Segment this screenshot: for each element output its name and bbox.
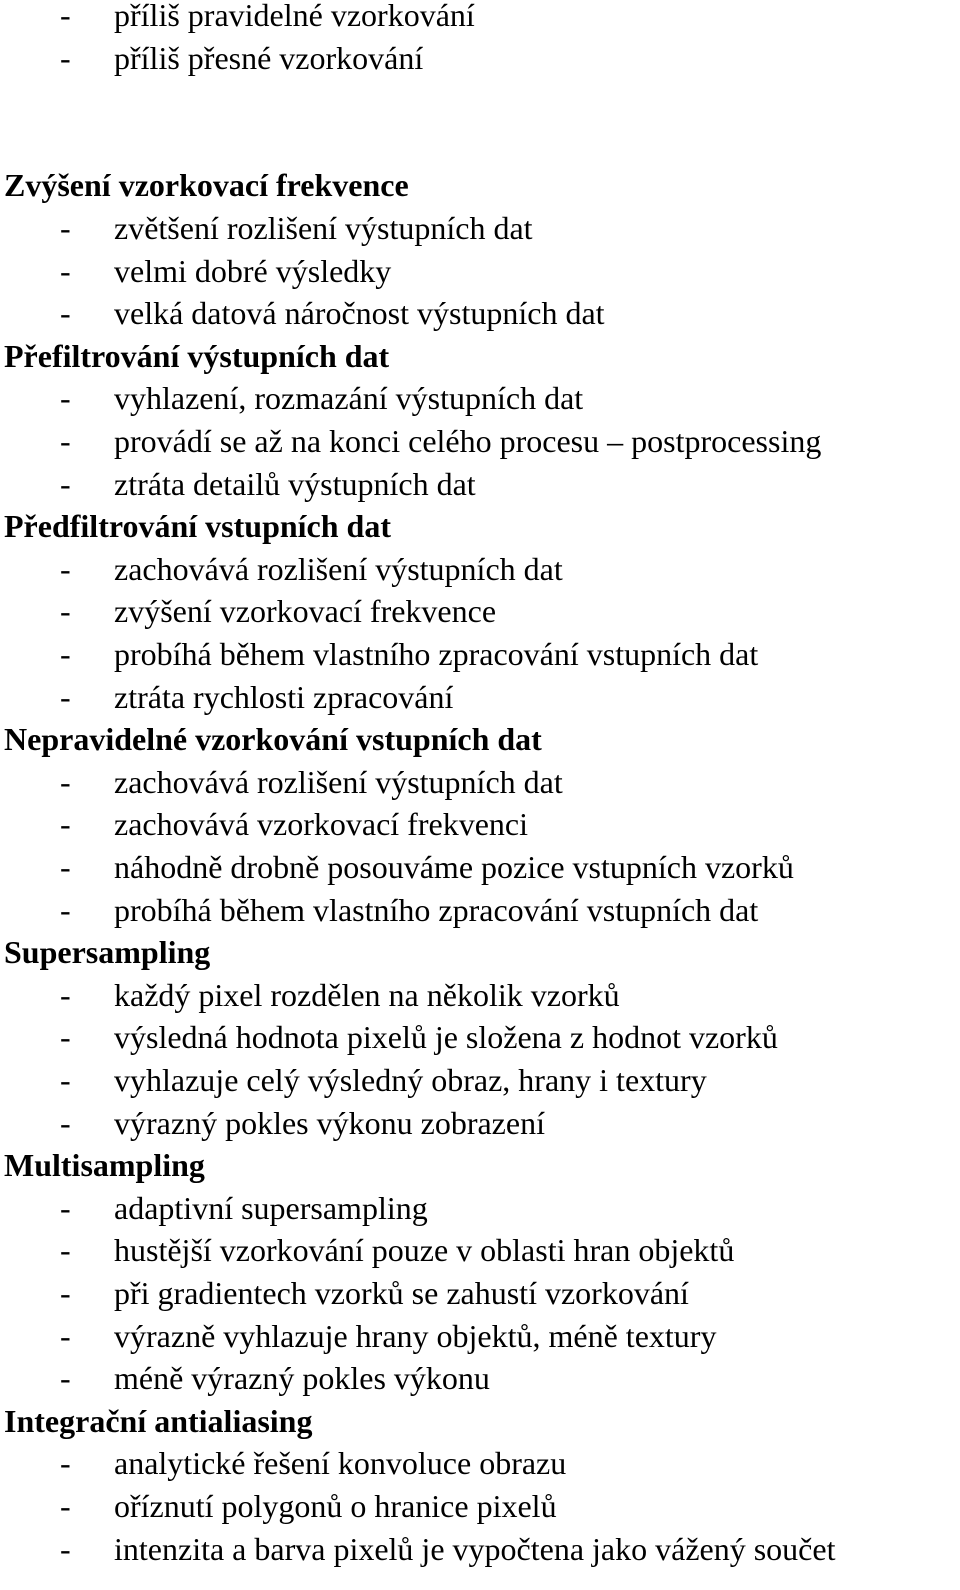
list-item-text: hustější vzorkování pouze v oblasti hran objektů xyxy=(114,1232,735,1269)
list-item-text: výsledná hodnota pixelů je složena z hodnot vzorků xyxy=(114,1019,778,1056)
list-item-text: zachovává rozlišení výstupních dat xyxy=(114,550,563,587)
bullet-dash: - xyxy=(60,1445,71,1482)
list-item-text: zvýšení vzorkovací frekvence xyxy=(114,593,497,630)
list-item-text: probíhá během vlastního zpracování vstupních dat xyxy=(114,891,759,928)
list-item-text: výrazný pokles výkonu zobrazení xyxy=(114,1104,545,1141)
bullet-dash: - xyxy=(60,593,71,630)
bullet-dash: - xyxy=(60,423,71,459)
bullet-dash: - xyxy=(60,891,71,928)
list-item-text: příliš přesné vzorkování xyxy=(114,39,424,76)
bullet-dash: - xyxy=(60,1019,71,1056)
bullet-dash: - xyxy=(60,39,71,76)
section-heading: Integrační antialiasing xyxy=(4,1402,313,1439)
section-heading: Přefiltrování výstupních dat xyxy=(4,337,390,374)
bullet-dash: - xyxy=(60,976,71,1013)
section-heading: Předfiltrování vstupních dat xyxy=(4,508,391,545)
bullet-dash: - xyxy=(60,1488,71,1524)
list-item-text: probíhá během vlastního zpracování vstupních dat xyxy=(114,636,759,672)
list-item-text: vyhlazení, rozmazání výstupních dat xyxy=(114,380,584,417)
bullet-dash: - xyxy=(60,295,71,332)
section-heading: Multisampling xyxy=(4,1147,205,1184)
bullet-dash: - xyxy=(60,636,71,672)
list-item-text: zvětšení rozlišení výstupních dat xyxy=(114,210,533,246)
list-item-text: ztráta rychlosti zpracování xyxy=(114,678,454,715)
bullet-dash: - xyxy=(60,0,71,33)
list-item-text: zachovává vzorkovací frekvenci xyxy=(114,806,528,843)
list-item-text: výrazně vyhlazuje hrany objektů, méně textury xyxy=(114,1317,717,1354)
list-item-text: při gradientech vzorků se zahustí vzorkování xyxy=(114,1275,689,1311)
section-heading: Supersampling xyxy=(4,934,211,971)
list-item-text: analytické řešení konvoluce obrazu xyxy=(114,1445,567,1482)
list-item-text: velká datová náročnost výstupních dat xyxy=(114,295,605,332)
list-item-text: provádí se až na konci celého procesu – postprocessing xyxy=(114,423,822,459)
bullet-dash: - xyxy=(60,1062,71,1098)
bullet-dash: - xyxy=(60,678,71,715)
list-item-text: vyhlazuje celý výsledný obraz, hrany i textury xyxy=(114,1062,707,1098)
bullet-dash: - xyxy=(60,210,71,246)
bullet-dash: - xyxy=(60,1530,71,1567)
bullet-dash: - xyxy=(60,849,71,885)
section-heading: Nepravidelné vzorkování vstupních dat xyxy=(4,721,542,758)
bullet-dash: - xyxy=(60,1275,71,1311)
section-heading: Zvýšení vzorkovací frekvence xyxy=(4,167,409,204)
list-item-text: zachovává rozlišení výstupních dat xyxy=(114,763,563,800)
bullet-dash: - xyxy=(60,465,71,502)
list-item-text: intenzita a barva pixelů je vypočtena jako vážený součet xyxy=(114,1530,836,1567)
list-item-text: adaptivní supersampling xyxy=(114,1189,428,1226)
list-item-text: méně výrazný pokles výkonu xyxy=(114,1360,490,1397)
list-item-text: každý pixel rozdělen na několik vzorků xyxy=(114,976,620,1013)
bullet-dash: - xyxy=(60,1360,71,1397)
list-item-text: příliš pravidelné vzorkování xyxy=(114,0,475,33)
bullet-dash: - xyxy=(60,806,71,843)
bullet-dash: - xyxy=(60,252,71,289)
bullet-dash: - xyxy=(60,380,71,417)
list-item-text: náhodně drobně posouváme pozice vstupních vzorků xyxy=(114,849,794,885)
bullet-dash: - xyxy=(60,1232,71,1269)
bullet-dash: - xyxy=(60,1189,71,1226)
list-item-text: velmi dobré výsledky xyxy=(114,252,392,289)
bullet-dash: - xyxy=(60,1317,71,1354)
list-item-text: oříznutí polygonů o hranice pixelů xyxy=(114,1488,557,1524)
bullet-dash: - xyxy=(60,763,71,800)
bullet-dash: - xyxy=(60,1104,71,1141)
bullet-dash: - xyxy=(60,550,71,587)
list-item-text: ztráta detailů výstupních dat xyxy=(114,465,476,502)
